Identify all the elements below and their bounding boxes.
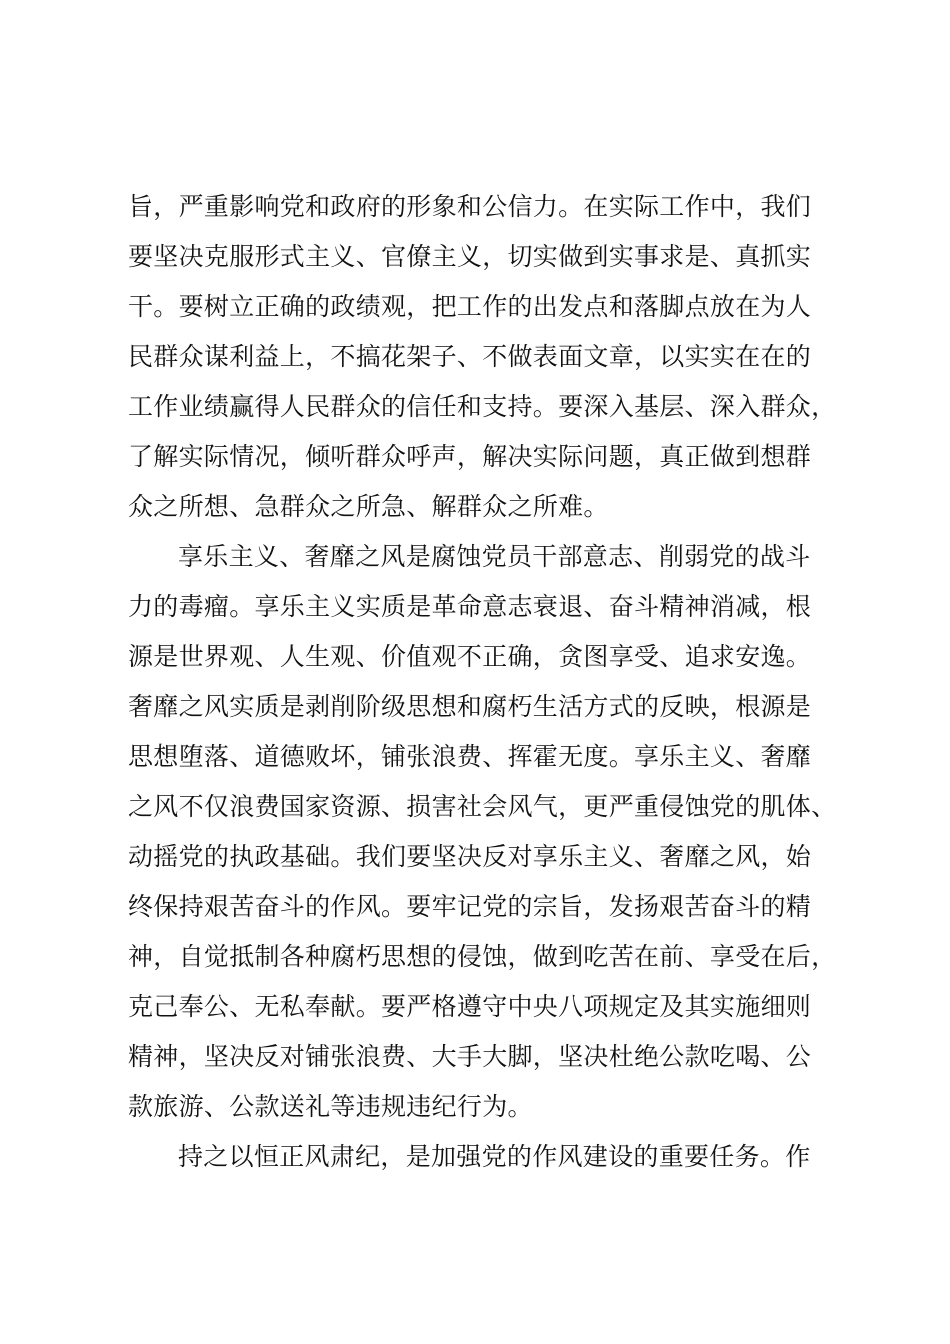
text-line: 奢靡之风实质是剥削阶级思想和腐朽生活方式的反映，根源是 bbox=[128, 692, 812, 721]
text-line: 力的毒瘤。享乐主义实质是革命意志衰退、奋斗精神消减，根 bbox=[128, 592, 812, 621]
text-line: 源是世界观、人生观、价值观不正确，贪图享受、追求安逸。 bbox=[128, 642, 812, 671]
paragraph-first-line: 享乐主义、奢靡之风是腐蚀党员干部意志、削弱党的战斗 bbox=[178, 542, 811, 571]
text-line: 旨，严重影响党和政府的形象和公信力。在实际工作中，我们 bbox=[128, 192, 812, 221]
text-line: 终保持艰苦奋斗的作风。要牢记党的宗旨，发扬艰苦奋斗的精 bbox=[128, 892, 812, 921]
text-line: 动摇党的执政基础。我们要坚决反对享乐主义、奢靡之风，始 bbox=[128, 842, 812, 871]
text-line: 克己奉公、无私奉献。要严格遵守中央八项规定及其实施细则 bbox=[128, 992, 812, 1021]
text-line: 民群众谋利益上，不搞花架子、不做表面文章，以实实在在的 bbox=[128, 342, 812, 371]
text-line: 款旅游、公款送礼等违规违纪行为。 bbox=[128, 1092, 533, 1121]
text-line: 之风不仅浪费国家资源、损害社会风气，更严重侵蚀党的肌体、 bbox=[128, 792, 837, 821]
paragraph-first-line: 持之以恒正风肃纪，是加强党的作风建设的重要任务。作 bbox=[178, 1142, 811, 1171]
text-line: 众之所想、急群众之所急、解群众之所难。 bbox=[128, 492, 609, 521]
text-line: 工作业绩赢得人民群众的信任和支持。要深入基层、深入群众， bbox=[128, 392, 837, 421]
text-line: 精神，坚决反对铺张浪费、大手大脚，坚决杜绝公款吃喝、公 bbox=[128, 1042, 812, 1071]
text-line: 神，自觉抵制各种腐朽思想的侵蚀，做到吃苦在前、享受在后， bbox=[128, 942, 837, 971]
text-line: 了解实际情况，倾听群众呼声，解决实际问题，真正做到想群 bbox=[128, 442, 812, 471]
text-line: 思想堕落、道德败坏，铺张浪费、挥霍无度。享乐主义、奢靡 bbox=[128, 742, 812, 771]
text-line: 要坚决克服形式主义、官僚主义，切实做到实事求是、真抓实 bbox=[128, 242, 812, 271]
text-line: 干。要树立正确的政绩观，把工作的出发点和落脚点放在为人 bbox=[128, 292, 812, 321]
